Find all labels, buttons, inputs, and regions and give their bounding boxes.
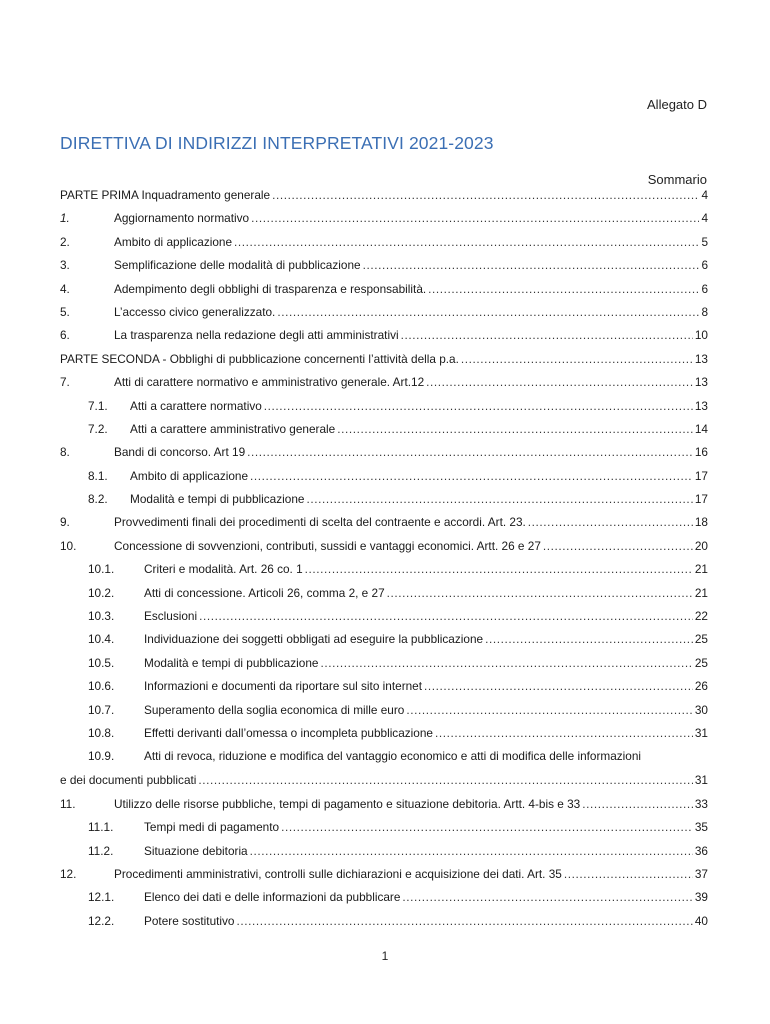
toc-dot-leader bbox=[305, 562, 693, 576]
toc-entry[interactable] bbox=[60, 282, 708, 296]
toc-dot-leader bbox=[251, 211, 699, 225]
toc-entry[interactable] bbox=[60, 211, 708, 225]
toc-entry-page: 21 bbox=[694, 562, 708, 577]
toc-entry-number: 3. bbox=[60, 258, 70, 273]
toc-entry[interactable] bbox=[60, 703, 708, 717]
toc-dot-leader bbox=[485, 632, 693, 646]
toc-entry[interactable] bbox=[60, 726, 708, 740]
toc-entry-number: 9. bbox=[60, 515, 70, 530]
toc-entry-title: Atti di concessione. Articoli 26, comma 2, e 27 bbox=[144, 585, 385, 600]
toc-entry-title: Elenco dei dati e delle informazioni da pubblicare bbox=[144, 890, 401, 905]
toc-entry[interactable] bbox=[60, 914, 708, 928]
toc-entry-title: Ambito di applicazione bbox=[130, 468, 249, 483]
toc-dot-leader bbox=[199, 609, 693, 623]
toc-entry-title: La trasparenza nella redazione degli atti amministrativi bbox=[114, 328, 399, 343]
toc-entry[interactable] bbox=[60, 890, 708, 904]
toc-part-entry[interactable] bbox=[60, 188, 708, 202]
toc-dot-leader bbox=[528, 515, 693, 529]
toc-entry-number: 10.5. bbox=[88, 655, 115, 670]
toc-dot-leader bbox=[237, 914, 693, 928]
toc-entry-number: 12.2. bbox=[88, 913, 115, 928]
toc-heading: Sommario bbox=[647, 172, 707, 187]
toc-dot-leader bbox=[250, 844, 693, 858]
toc-entry[interactable] bbox=[60, 820, 708, 834]
toc-entry-page: 31 bbox=[694, 725, 708, 740]
toc-entry-page: 25 bbox=[694, 655, 708, 670]
toc-entry[interactable] bbox=[60, 258, 708, 272]
toc-entry-number: 6. bbox=[60, 328, 70, 343]
toc-entry[interactable] bbox=[60, 399, 708, 413]
toc-entry-title: Semplificazione delle modalità di pubblicazione bbox=[114, 258, 361, 273]
toc-dot-leader bbox=[250, 469, 693, 483]
toc-entry-page: 22 bbox=[694, 609, 708, 624]
toc-entry[interactable] bbox=[60, 844, 708, 858]
toc-entry-number: 1. bbox=[60, 211, 70, 226]
toc-dot-leader bbox=[363, 258, 700, 272]
toc-dot-leader bbox=[401, 328, 693, 342]
toc-entry-number: 10.6. bbox=[88, 679, 115, 694]
toc-entry-number: 10. bbox=[60, 538, 77, 553]
toc-entry-page: 4 bbox=[701, 211, 708, 226]
toc-entry-page: 39 bbox=[694, 890, 708, 905]
toc-dot-leader bbox=[435, 726, 693, 740]
toc-dot-leader bbox=[198, 773, 692, 787]
toc-entry-page: 13 bbox=[694, 375, 708, 390]
toc-entry-page: 31 bbox=[694, 773, 708, 788]
toc-dot-leader bbox=[428, 282, 699, 296]
toc-entry-title: Informazioni e documenti da riportare sul sito internet bbox=[144, 679, 423, 694]
toc-entry-title: L’accesso civico generalizzato. bbox=[114, 304, 276, 319]
toc-entry-title: PARTE PRIMA Inquadramento generale bbox=[60, 188, 271, 202]
toc-entry-page: 5 bbox=[701, 234, 708, 249]
toc-entry[interactable] bbox=[60, 539, 708, 553]
toc-entry-page: 17 bbox=[694, 468, 708, 483]
toc-entry-title: Atti a carattere amministrativo generale bbox=[130, 421, 336, 436]
toc-entry-title: Criteri e modalità. Art. 26 co. 1 bbox=[144, 562, 303, 577]
toc-entry[interactable] bbox=[60, 469, 708, 483]
toc-entry-title: Atti di revoca, riduzione e modifica del vantaggio economico e atti di modifica delle informazioni bbox=[144, 749, 642, 764]
toc-entry[interactable] bbox=[60, 515, 708, 529]
page-number: 1 bbox=[381, 949, 389, 963]
toc-dot-leader bbox=[277, 305, 699, 319]
toc-entry-number: 12.1. bbox=[88, 890, 115, 905]
toc-entry-number: 7. bbox=[60, 375, 70, 390]
toc-entry-page: 6 bbox=[701, 258, 708, 273]
toc-dot-leader bbox=[387, 586, 693, 600]
toc-entry-number: 5. bbox=[60, 304, 70, 319]
toc-entry[interactable] bbox=[60, 375, 708, 389]
toc-entry[interactable] bbox=[60, 586, 708, 600]
toc-dot-leader bbox=[543, 539, 693, 553]
toc-entry-page: 21 bbox=[694, 585, 708, 600]
toc-entry[interactable] bbox=[60, 328, 708, 342]
toc-entry-page: 30 bbox=[694, 702, 708, 717]
toc-entry[interactable] bbox=[60, 305, 708, 319]
toc-entry-title: Aggiornamento normativo bbox=[114, 211, 250, 226]
toc-entry-number: 7.1. bbox=[88, 398, 108, 413]
toc-entry-title: Modalità e tempi di pubblicazione bbox=[130, 492, 305, 507]
toc-entry[interactable] bbox=[60, 867, 708, 881]
toc-entry-page: 35 bbox=[694, 820, 708, 835]
toc-entry-number: 10.3. bbox=[88, 609, 115, 624]
toc-entry-page: 25 bbox=[694, 632, 708, 647]
toc-entry-page: 37 bbox=[694, 866, 708, 881]
toc-entry-title: Procedimenti amministrativi, controlli sulle dichiarazioni e acquisizione dei dati. Art. 35 bbox=[114, 866, 562, 881]
toc-entry-title: Superamento della soglia economica di mille euro bbox=[144, 702, 405, 717]
toc-dot-leader bbox=[564, 867, 693, 881]
toc-dot-leader bbox=[426, 375, 693, 389]
toc-entry-title: Tempi medi di pagamento bbox=[144, 820, 280, 835]
toc-entry[interactable] bbox=[60, 235, 708, 249]
toc-entry-number: 10.1. bbox=[88, 562, 115, 577]
toc-dot-leader bbox=[247, 445, 693, 459]
toc-entry-number: 2. bbox=[60, 234, 70, 249]
toc-entry-number: 11.1. bbox=[88, 820, 114, 835]
toc-entry-page: 17 bbox=[694, 492, 708, 507]
toc-entry-number: 10.2. bbox=[88, 585, 115, 600]
toc-entry-number: 10.9. bbox=[88, 749, 115, 764]
toc-entry-multiline[interactable] bbox=[60, 749, 708, 787]
toc-entry-number: 8.1. bbox=[88, 468, 108, 483]
toc-entry-title: Esclusioni bbox=[144, 609, 198, 624]
toc-entry-title: Atti a carattere normativo bbox=[130, 398, 262, 413]
toc-entry-number: 12. bbox=[60, 866, 77, 881]
toc-entry-number: 8. bbox=[60, 445, 70, 460]
toc-entry[interactable] bbox=[60, 562, 708, 576]
toc-entry-page: 18 bbox=[694, 515, 708, 530]
toc-dot-leader bbox=[306, 492, 692, 506]
toc-entry[interactable] bbox=[60, 797, 708, 811]
toc-dot-leader bbox=[320, 656, 692, 670]
allegato-label: Allegato D bbox=[647, 97, 707, 112]
toc-dot-leader bbox=[281, 820, 693, 834]
toc-entry-page: 40 bbox=[694, 913, 708, 928]
toc-entry-number: 10.7. bbox=[88, 702, 115, 717]
toc-dot-leader bbox=[337, 422, 693, 436]
toc-entry-title: Utilizzo delle risorse pubbliche, tempi di pagamento e situazione debitoria. Artt. 4-bis e 33 bbox=[114, 796, 581, 811]
toc-entry-title: Provvedimenti finali dei procedimenti di scelta del contraente e accordi. Art. 23. bbox=[114, 515, 526, 530]
toc-entry-title: Modalità e tempi di pubblicazione bbox=[144, 655, 319, 670]
toc-entry-page: 14 bbox=[694, 421, 708, 436]
toc-entry-title: Effetti derivanti dall’omessa o incompleta pubblicazione bbox=[144, 725, 433, 740]
toc-dot-leader bbox=[264, 399, 693, 413]
toc-entry-page: 13 bbox=[694, 398, 708, 413]
toc-entry-title: Ambito di applicazione bbox=[114, 234, 233, 249]
toc-dot-leader bbox=[424, 679, 693, 693]
toc-part-entry[interactable] bbox=[60, 352, 708, 366]
toc-entry-page: 26 bbox=[694, 679, 708, 694]
toc-entry[interactable] bbox=[60, 632, 708, 646]
toc-dot-leader bbox=[406, 703, 693, 717]
document-title: DIRETTIVA DI INDIRIZZI INTERPRETATIVI 2021-2023 bbox=[60, 133, 494, 153]
toc-entry[interactable] bbox=[60, 609, 708, 623]
toc-entry-page: 4 bbox=[701, 188, 708, 202]
toc-dot-leader bbox=[582, 797, 693, 811]
toc-entry-title: Concessione di sovvenzioni, contributi, sussidi e vantaggi economici. Artt. 26 e 27 bbox=[114, 538, 541, 553]
toc-entry-title: Atti di carattere normativo e amministrativo generale. Art.12 bbox=[114, 375, 425, 390]
toc-entry-page: 10 bbox=[694, 328, 708, 343]
toc-entry-number: 11.2. bbox=[88, 843, 114, 858]
toc-entry[interactable] bbox=[60, 656, 708, 670]
toc-entry[interactable] bbox=[60, 422, 708, 436]
toc-entry-number: 4. bbox=[60, 281, 70, 296]
toc-dot-leader bbox=[272, 188, 699, 202]
toc-entry-number: 10.8. bbox=[88, 725, 115, 740]
toc-entry-title: PARTE SECONDA - Obblighi di pubblicazione concernenti l’attività della p.a. bbox=[60, 351, 459, 366]
toc-entry-title: Situazione debitoria bbox=[144, 843, 248, 858]
toc-entry-page: 36 bbox=[694, 843, 708, 858]
toc-entry-number: 8.2. bbox=[88, 492, 108, 507]
toc-entry-page: 6 bbox=[701, 281, 708, 296]
toc-entry-page: 16 bbox=[694, 445, 708, 460]
toc-entry-page: 13 bbox=[694, 351, 708, 366]
toc-entry[interactable] bbox=[60, 492, 708, 506]
toc-entry-title-continued: e dei documenti pubblicati bbox=[60, 773, 197, 788]
toc-entry[interactable] bbox=[60, 445, 708, 459]
toc-dot-leader bbox=[234, 235, 699, 249]
toc-dot-leader bbox=[402, 890, 692, 904]
table-of-contents bbox=[60, 188, 708, 937]
toc-entry-page: 33 bbox=[694, 796, 708, 811]
toc-entry-title: Potere sostitutivo bbox=[144, 913, 235, 928]
toc-entry-number: 7.2. bbox=[88, 421, 108, 436]
toc-entry-title: Adempimento degli obblighi di trasparenza e responsabilità. bbox=[114, 281, 427, 296]
toc-entry-title: Individuazione dei soggetti obbligati ad eseguire la pubblicazione bbox=[144, 632, 484, 647]
toc-dot-leader bbox=[461, 352, 693, 366]
toc-entry[interactable] bbox=[60, 679, 708, 693]
toc-entry-number: 10.4. bbox=[88, 632, 115, 647]
toc-entry-title: Bandi di concorso. Art 19 bbox=[114, 445, 246, 460]
toc-entry-number: 11. bbox=[60, 796, 76, 811]
toc-entry-page: 20 bbox=[694, 538, 708, 553]
toc-entry-page: 8 bbox=[701, 304, 708, 319]
